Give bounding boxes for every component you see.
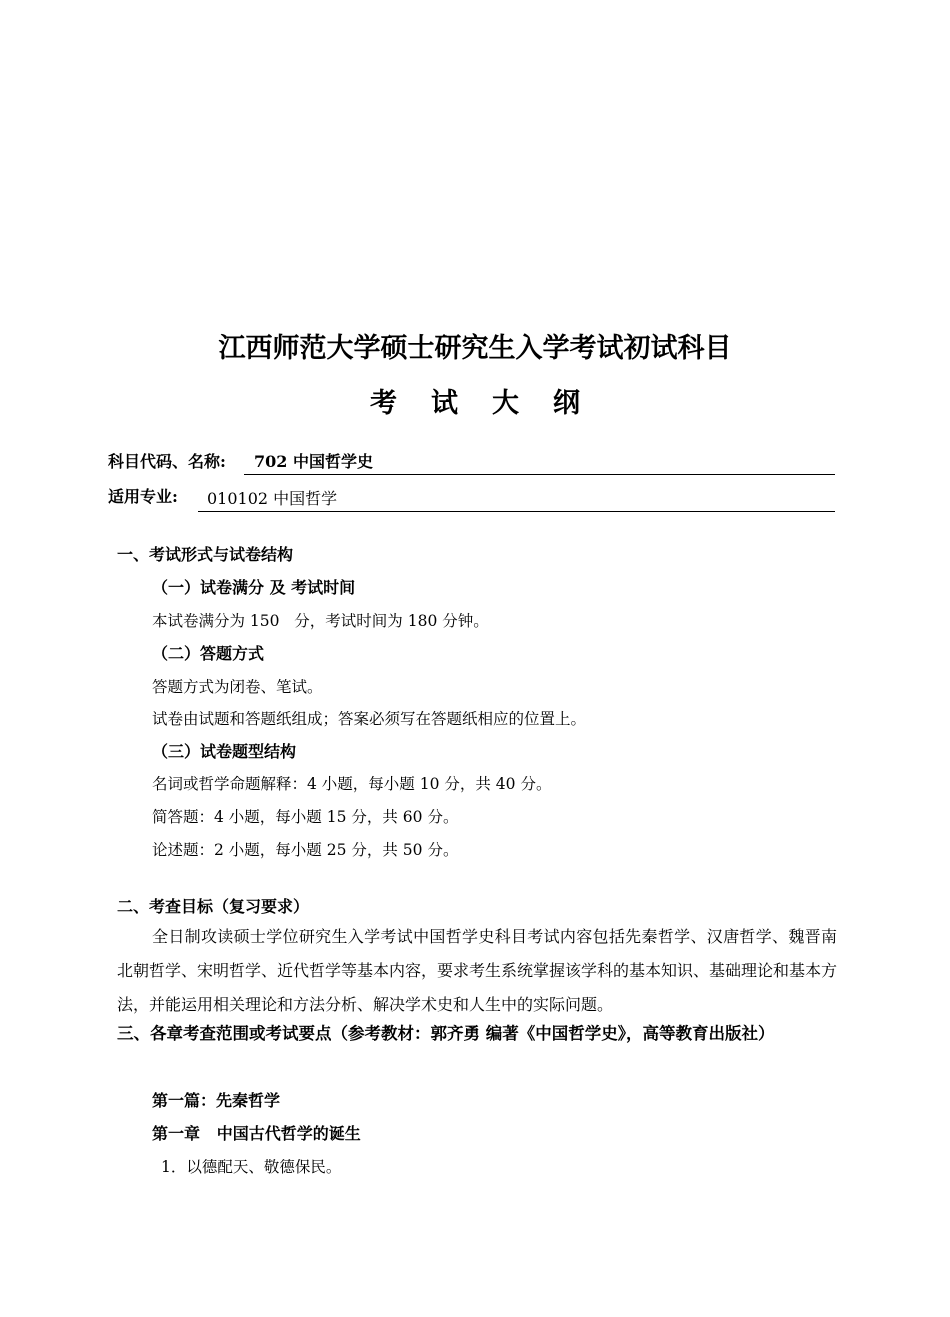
part-heading: 第一篇：先秦哲学 xyxy=(152,1091,281,1110)
document-title: 江西师范大学硕士研究生入学考试初试科目 xyxy=(218,333,732,364)
major-value: 010102 中国哲学 xyxy=(207,489,338,508)
subject-underline xyxy=(244,474,835,475)
section1-sub1-heading: （一）试卷满分 及 考试时间 xyxy=(152,578,356,597)
section1-sub3-line: 名词或哲学命题解释：4 小题，每小题 10 分，共 40 分。 xyxy=(152,775,552,793)
section1-sub2-heading: （二）答题方式 xyxy=(152,644,265,663)
major-label: 适用专业: xyxy=(108,487,178,506)
section2-heading: 二、考查目标（复习要求） xyxy=(117,897,310,916)
section1-sub2-line: 答题方式为闭卷、笔试。 xyxy=(152,678,323,696)
major-underline xyxy=(198,511,835,512)
subject-value: 702 中国哲学史 xyxy=(254,452,373,471)
chapter-item: 1．以德配天、敬德保民。 xyxy=(161,1158,342,1176)
section1-sub3-line: 简答题：4 小题，每小题 15 分，共 60 分。 xyxy=(152,808,459,826)
section1-sub3-heading: （三）试卷题型结构 xyxy=(152,742,297,761)
section1-sub1-text: 本试卷满分为 150 分，考试时间为 180 分钟。 xyxy=(152,612,489,630)
document-subtitle: 考试大纲 xyxy=(370,388,614,419)
section1-heading: 一、考试形式与试卷结构 xyxy=(117,545,294,564)
section1-sub3-line: 论述题：2 小题，每小题 25 分，共 50 分。 xyxy=(152,841,459,859)
subject-label: 科目代码、名称: xyxy=(108,452,226,471)
section1-sub2-line: 试卷由试题和答题纸组成；答案必须写在答题纸相应的位置上。 xyxy=(152,710,587,728)
chapter-heading: 第一章 中国古代哲学的诞生 xyxy=(152,1124,361,1143)
section3-heading: 三、各章考查范围或考试要点（参考教材：郭齐勇 编著《中国哲学史》，高等教育出版社） xyxy=(117,1024,775,1043)
section2-paragraph: 全日制攻读硕士学位研究生入学考试中国哲学史科目考试内容包括先秦哲学、汉唐哲学、魏晋南北朝哲学、宋明哲学、近代哲学等基本内容，要求考生系统掌握该学科的基本知识、基础理论和基本方法，并能运用相关理论和方法分析、解决学术史和人生中的实际问题。 xyxy=(117,927,838,1014)
